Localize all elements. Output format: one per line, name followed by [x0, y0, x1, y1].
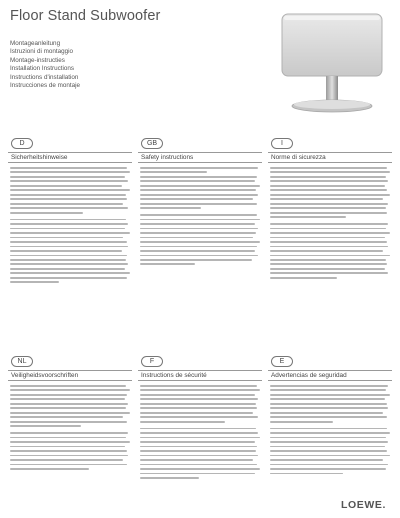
language-badge-f: F — [141, 356, 163, 367]
subwoofer-product-image — [270, 8, 392, 116]
subtitle-de: Montageanleitung — [10, 40, 61, 47]
text-block-de — [8, 163, 132, 283]
subtitle-it: Istruzioni di montaggio — [10, 48, 74, 56]
loewe-logo: LOEWE. — [340, 499, 386, 511]
subtitle-en: Installation Instructions — [10, 65, 75, 73]
document-title: Floor Stand Subwoofer — [10, 8, 161, 24]
subtitle-es: Instrucciones de montaje — [10, 82, 81, 90]
bottom-language-section — [8, 350, 392, 484]
language-badge-it: I — [271, 138, 293, 149]
heading-f: Instructions de sécurité — [138, 371, 262, 381]
subtitle-fr: Instructions d'installation — [10, 73, 79, 81]
language-badge-nl: NL — [11, 356, 33, 367]
column-f — [138, 350, 262, 484]
text-block-nl — [8, 381, 132, 470]
language-badge-de: D — [11, 138, 33, 149]
column-de — [8, 132, 132, 288]
language-list — [10, 40, 80, 90]
text-block-e — [268, 381, 392, 474]
heading-nl: Veiligheidsvoorschriften — [8, 371, 132, 381]
language-badge-gb: GB — [141, 138, 163, 149]
column-nl — [8, 350, 132, 484]
text-block-it — [268, 163, 392, 279]
heading-e: Advertencias de seguridad — [268, 371, 392, 381]
column-gb — [138, 132, 262, 288]
heading-de: Sicherheitshinweise — [8, 153, 132, 163]
subtitle-nl: Montage-instructies — [10, 56, 65, 64]
column-e — [268, 350, 392, 484]
text-block-gb — [138, 163, 262, 265]
language-badge-e: E — [271, 356, 293, 367]
column-it — [268, 132, 392, 288]
text-block-f — [138, 381, 262, 479]
heading-gb: Safety instructions — [138, 153, 262, 163]
top-language-section — [8, 132, 392, 288]
heading-it: Norme di sicurezza — [268, 153, 392, 163]
